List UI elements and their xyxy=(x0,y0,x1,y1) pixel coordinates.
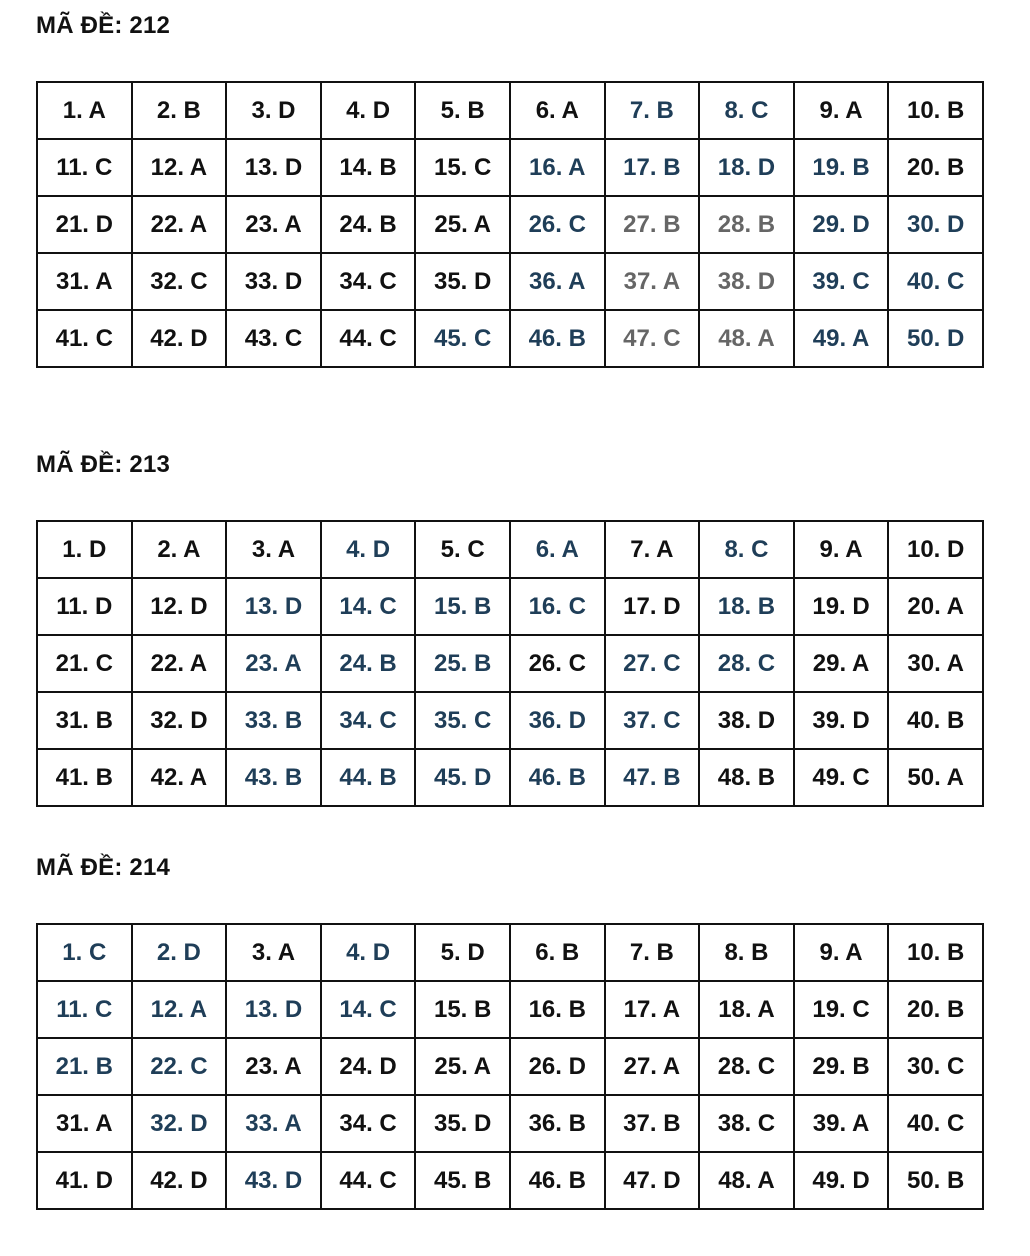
answer-cell: 23. A xyxy=(226,635,321,692)
answer-cell: 17. B xyxy=(605,139,700,196)
answer-cell: 7. B xyxy=(605,82,700,139)
answer-cell: 7. A xyxy=(605,521,700,578)
table-row xyxy=(37,1095,983,1152)
answer-cell: 33. B xyxy=(226,692,321,749)
answer-cell: 19. D xyxy=(794,578,889,635)
answer-cell: 42. D xyxy=(132,310,227,367)
answer-cell: 24. B xyxy=(321,196,416,253)
table-row xyxy=(37,578,983,635)
answer-cell: 21. C xyxy=(37,635,132,692)
answer-cell: 41. C xyxy=(37,310,132,367)
answer-cell: 9. A xyxy=(794,82,889,139)
answer-cell: 2. D xyxy=(132,924,227,981)
answer-cell: 38. D xyxy=(699,692,794,749)
answer-cell: 21. D xyxy=(37,196,132,253)
answer-cell: 49. A xyxy=(794,310,889,367)
table-row xyxy=(37,692,983,749)
answer-cell: 37. B xyxy=(605,1095,700,1152)
answer-cell: 6. A xyxy=(510,521,605,578)
answer-cell: 1. A xyxy=(37,82,132,139)
answer-cell: 9. A xyxy=(794,521,889,578)
answer-cell: 6. B xyxy=(510,924,605,981)
answer-cell: 21. B xyxy=(37,1038,132,1095)
answer-cell: 37. C xyxy=(605,692,700,749)
answer-cell: 8. B xyxy=(699,924,794,981)
answer-cell: 18. A xyxy=(699,981,794,1038)
answer-cell: 34. C xyxy=(321,1095,416,1152)
answer-cell: 44. C xyxy=(321,1152,416,1209)
table-row xyxy=(37,82,983,139)
answer-cell: 22. C xyxy=(132,1038,227,1095)
answer-cell: 7. B xyxy=(605,924,700,981)
answer-cell: 26. C xyxy=(510,196,605,253)
answer-cell: 29. B xyxy=(794,1038,889,1095)
answer-cell: 36. A xyxy=(510,253,605,310)
answer-cell: 1. D xyxy=(37,521,132,578)
answer-cell: 15. B xyxy=(415,578,510,635)
section-title-213: MÃ ĐỀ: 213 xyxy=(36,451,171,478)
answer-cell: 38. C xyxy=(699,1095,794,1152)
table-row xyxy=(37,310,983,367)
answer-cell: 23. A xyxy=(226,1038,321,1095)
table-row xyxy=(37,924,983,981)
answer-cell: 18. B xyxy=(699,578,794,635)
answer-cell: 31. B xyxy=(37,692,132,749)
answer-cell: 27. C xyxy=(605,635,700,692)
answer-cell: 33. A xyxy=(226,1095,321,1152)
answer-cell: 44. C xyxy=(321,310,416,367)
answer-cell: 46. B xyxy=(510,310,605,367)
answer-cell: 26. D xyxy=(510,1038,605,1095)
answer-cell: 14. C xyxy=(321,578,416,635)
answer-cell: 49. C xyxy=(794,749,889,806)
answer-cell: 47. C xyxy=(605,310,700,367)
answer-table-214 xyxy=(36,923,984,1210)
answer-cell: 5. D xyxy=(415,924,510,981)
answer-cell: 18. D xyxy=(699,139,794,196)
answer-cell: 25. A xyxy=(415,196,510,253)
answer-cell: 36. B xyxy=(510,1095,605,1152)
answer-cell: 1. C xyxy=(37,924,132,981)
answer-cell: 28. B xyxy=(699,196,794,253)
answer-cell: 13. D xyxy=(226,139,321,196)
answer-cell: 11. C xyxy=(37,139,132,196)
answer-cell: 40. C xyxy=(888,253,983,310)
answer-cell: 12. A xyxy=(132,139,227,196)
answer-cell: 34. C xyxy=(321,692,416,749)
answer-cell: 12. D xyxy=(132,578,227,635)
answer-cell: 14. C xyxy=(321,981,416,1038)
answer-cell: 41. D xyxy=(37,1152,132,1209)
answer-cell: 43. B xyxy=(226,749,321,806)
answer-cell: 29. D xyxy=(794,196,889,253)
answer-cell: 24. B xyxy=(321,635,416,692)
answer-cell: 43. D xyxy=(226,1152,321,1209)
table-row xyxy=(37,253,983,310)
answer-cell: 49. D xyxy=(794,1152,889,1209)
answer-cell: 39. C xyxy=(794,253,889,310)
answer-cell: 13. D xyxy=(226,981,321,1038)
answer-cell: 48. A xyxy=(699,1152,794,1209)
answer-cell: 42. A xyxy=(132,749,227,806)
answer-cell: 33. D xyxy=(226,253,321,310)
answer-cell: 46. B xyxy=(510,749,605,806)
answer-cell: 4. D xyxy=(321,521,416,578)
answer-cell: 28. C xyxy=(699,635,794,692)
table-row xyxy=(37,981,983,1038)
table-row xyxy=(37,635,983,692)
answer-cell: 27. A xyxy=(605,1038,700,1095)
answer-cell: 42. D xyxy=(132,1152,227,1209)
answer-cell: 32. C xyxy=(132,253,227,310)
answer-cell: 35. D xyxy=(415,1095,510,1152)
answer-cell: 20. B xyxy=(888,139,983,196)
answer-cell: 30. D xyxy=(888,196,983,253)
answer-cell: 34. C xyxy=(321,253,416,310)
answer-cell: 22. A xyxy=(132,196,227,253)
answer-cell: 20. A xyxy=(888,578,983,635)
answer-cell: 39. A xyxy=(794,1095,889,1152)
answer-cell: 47. B xyxy=(605,749,700,806)
answer-cell: 35. D xyxy=(415,253,510,310)
answer-cell: 5. B xyxy=(415,82,510,139)
answer-table-213 xyxy=(36,520,984,807)
answer-cell: 47. D xyxy=(605,1152,700,1209)
answer-cell: 16. B xyxy=(510,981,605,1038)
answer-cell: 35. C xyxy=(415,692,510,749)
answer-cell: 6. A xyxy=(510,82,605,139)
answer-cell: 30. A xyxy=(888,635,983,692)
answer-cell: 38. D xyxy=(699,253,794,310)
answer-cell: 16. A xyxy=(510,139,605,196)
answer-cell: 11. C xyxy=(37,981,132,1038)
section-title-214: MÃ ĐỀ: 214 xyxy=(36,854,171,881)
answer-cell: 50. D xyxy=(888,310,983,367)
answer-cell: 45. D xyxy=(415,749,510,806)
answer-cell: 2. A xyxy=(132,521,227,578)
answer-cell: 10. B xyxy=(888,82,983,139)
answer-cell: 3. A xyxy=(226,924,321,981)
answer-cell: 17. A xyxy=(605,981,700,1038)
answer-cell: 19. B xyxy=(794,139,889,196)
answer-cell: 5. C xyxy=(415,521,510,578)
answer-cell: 43. C xyxy=(226,310,321,367)
answer-cell: 44. B xyxy=(321,749,416,806)
answer-cell: 40. C xyxy=(888,1095,983,1152)
answer-cell: 23. A xyxy=(226,196,321,253)
table-row xyxy=(37,139,983,196)
answer-cell: 17. D xyxy=(605,578,700,635)
table-row xyxy=(37,1152,983,1209)
answer-cell: 10. D xyxy=(888,521,983,578)
answer-cell: 20. B xyxy=(888,981,983,1038)
answer-cell: 12. A xyxy=(132,981,227,1038)
answer-cell: 3. A xyxy=(226,521,321,578)
answer-cell: 48. B xyxy=(699,749,794,806)
answer-cell: 24. D xyxy=(321,1038,416,1095)
table-row xyxy=(37,749,983,806)
answer-cell: 37. A xyxy=(605,253,700,310)
answer-cell: 30. C xyxy=(888,1038,983,1095)
answer-cell: 40. B xyxy=(888,692,983,749)
answer-table-212 xyxy=(36,81,984,368)
answer-cell: 8. C xyxy=(699,521,794,578)
answer-cell: 11. D xyxy=(37,578,132,635)
answer-cell: 26. C xyxy=(510,635,605,692)
answer-cell: 39. D xyxy=(794,692,889,749)
answer-cell: 25. B xyxy=(415,635,510,692)
answer-cell: 14. B xyxy=(321,139,416,196)
answer-cell: 8. C xyxy=(699,82,794,139)
answer-cell: 16. C xyxy=(510,578,605,635)
answer-cell: 45. B xyxy=(415,1152,510,1209)
answer-cell: 2. B xyxy=(132,82,227,139)
table-row xyxy=(37,521,983,578)
answer-cell: 10. B xyxy=(888,924,983,981)
answer-cell: 27. B xyxy=(605,196,700,253)
answer-cell: 50. A xyxy=(888,749,983,806)
answer-cell: 19. C xyxy=(794,981,889,1038)
answer-cell: 4. D xyxy=(321,82,416,139)
answer-cell: 29. A xyxy=(794,635,889,692)
answer-cell: 36. D xyxy=(510,692,605,749)
answer-cell: 4. D xyxy=(321,924,416,981)
answer-cell: 48. A xyxy=(699,310,794,367)
answer-cell: 32. D xyxy=(132,1095,227,1152)
answer-cell: 13. D xyxy=(226,578,321,635)
answer-cell: 28. C xyxy=(699,1038,794,1095)
answer-cell: 31. A xyxy=(37,1095,132,1152)
table-row xyxy=(37,1038,983,1095)
table-row xyxy=(37,196,983,253)
answer-cell: 50. B xyxy=(888,1152,983,1209)
answer-cell: 15. B xyxy=(415,981,510,1038)
answer-cell: 41. B xyxy=(37,749,132,806)
answer-cell: 3. D xyxy=(226,82,321,139)
section-title-212: MÃ ĐỀ: 212 xyxy=(36,12,171,39)
answer-cell: 15. C xyxy=(415,139,510,196)
answer-cell: 45. C xyxy=(415,310,510,367)
answer-cell: 31. A xyxy=(37,253,132,310)
answer-cell: 22. A xyxy=(132,635,227,692)
answer-cell: 25. A xyxy=(415,1038,510,1095)
answer-cell: 9. A xyxy=(794,924,889,981)
answer-cell: 32. D xyxy=(132,692,227,749)
answer-cell: 46. B xyxy=(510,1152,605,1209)
